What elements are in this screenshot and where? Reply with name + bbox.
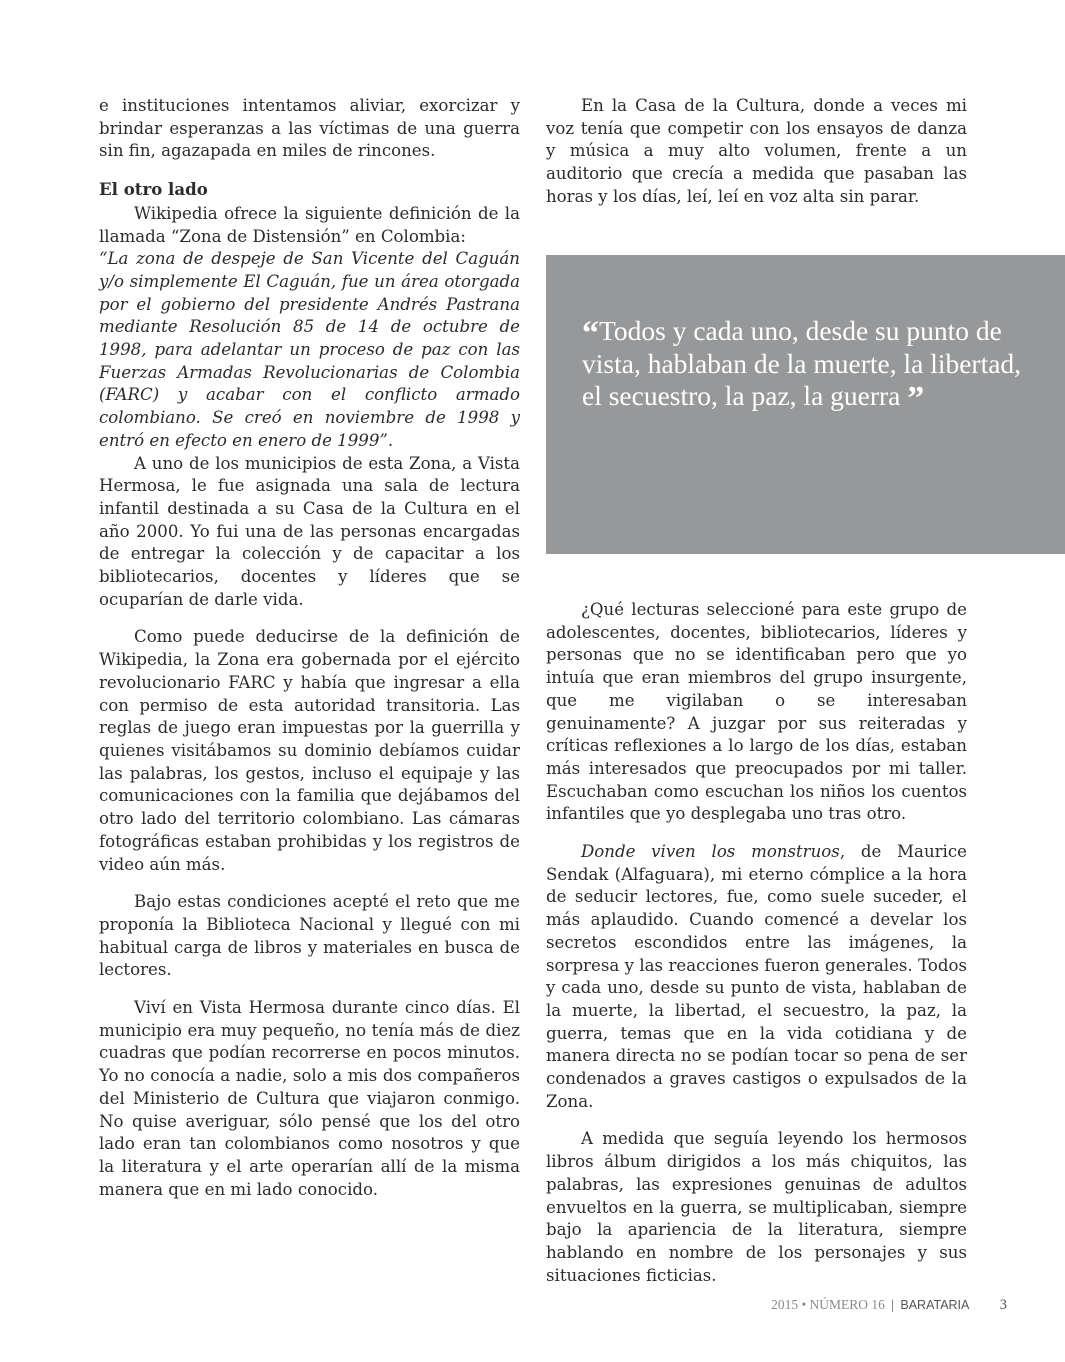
paragraph: ¿Qué lecturas seleccioné para este grupo de adolescentes, docentes, bibliotecarios, líderes y personas que no se identificaban pero que yo intuía que eran miembros del grupo insurgente, que me vigilaban o se interesaban genuinamente? A juzgar por sus reiteradas y críticas reflexiones a lo largo de los días, estaban más interesados que preocupados por mi taller. Escuchaban como escuchan los niños los cuentos infantiles que yo desplegaba uno tras otro. <box>546 600 967 824</box>
pull-quote-box <box>546 255 1065 554</box>
paragraph: e instituciones intentamos aliviar, exorcizar y brindar esperanzas a las víctimas de una guerra sin fin, agazapada en miles de rincones. <box>99 96 520 161</box>
pull-quote-text <box>582 315 1022 417</box>
paragraph: Bajo estas condiciones acepté el reto que me proponía la Biblioteca Nacional y llegué con mi habitual carga de libros y materiales en busca de lectores. <box>99 892 520 980</box>
book-title: Donde viven los monstruos <box>581 842 840 862</box>
paragraph: Viví en Vista Hermosa durante cinco días. El municipio era muy pequeño, no tenía más de diez cuadras que podían recorrerse en pocos minutos. Yo no conocía a nadie, solo a mis dos compañeros del Ministerio de Cultura que viajaron conmigo. No quise averiguar, sólo pensé que los del otro lado eran tan colombianos como nosotros y que la literatura y el arte operarían allí de la misma manera que en mi lado conocido. <box>99 998 520 1199</box>
page-number: 3 <box>999 1297 1007 1313</box>
paragraph: Como puede deducirse de la definición de Wikipedia, la Zona era gobernada por el ejército revolucionario FARC y había que ingresar a ella con permiso de esta autoridad transitoria. Las reglas de juego eran impuestas por la guerrilla y quienes visitábamos su dominio debíamos cuidar las palabras, los gestos, incluso el equipaje y las comunicaciones con la familia que dejábamos del otro lado del territorio colombiano. Las cámaras fotográficas estaban prohibidas y los registros de video aún más. <box>99 627 520 874</box>
close-quote-mark: ” <box>907 380 925 417</box>
issue-label: 2015 • NÚMERO 16 <box>771 1297 885 1312</box>
open-quote-mark: “ <box>582 315 599 352</box>
right-column-bottom <box>546 599 967 1287</box>
page-footer <box>771 1297 1007 1314</box>
paragraph: En la Casa de la Cultura, donde a veces mi voz tenía que competir con los ensayos de danza y música a muy alto volumen, frente a un auditorio que crecía a medida que pasaban las horas y los días, leí, leí en voz alta sin parar. <box>546 96 967 206</box>
left-column <box>99 95 520 1201</box>
block-quote: “La zona de despeje de San Vicente del Caguán y/o simplemente El Caguán, fue un área otorgada por el gobierno del presidente Andrés Pastrana mediante Resolución 85 de 14 de octubre de 1998, para adelantar un proceso de paz con las Fuerzas Armadas Revolucionarias de Colombia (FARC) y acabar con el conflicto armado colombiano. Se creó en noviembre de 1998 y entró en efecto en enero de 1999”. <box>99 249 520 450</box>
section-heading: El otro lado <box>99 179 208 200</box>
magazine-name: BARATARIA <box>900 1298 970 1312</box>
pull-quote-body: Todos y cada uno, desde su punto de vista, hablaban de la muerte, la libertad, el secuestro, la paz, la guerra <box>582 315 1022 411</box>
paragraph: A medida que seguía leyendo los hermosos libros álbum dirigidos a los más chiquitos, las palabras, las expresiones genuinas de adultos envueltos en la guerra, se multiplicaban, siempre bajo la apariencia de la literatura, siempre hablando en nombre de los personajes y sus situaciones ficticias. <box>546 1129 967 1285</box>
paragraph-text: , de Maurice Sendak (Alfaguara), mi eterno cómplice a la hora de seducir lectores, fue, como suele suceder, el más aplaudido. Cuando comencé a develar los secretos escondidos entre las imágenes, la sorpresa y las reacciones fueron generales. Todos y cada uno, desde su punto de vista, hablaban de la muerte, la libertad, el secuestro, la paz, la guerra, temas que en la vida cotidiana y de manera directa no se podían tocar so pena de ser condenados a graves castigos o expulsados de la Zona. <box>546 842 967 1111</box>
paragraph <box>546 841 967 1113</box>
paragraph: A uno de los municipios de esta Zona, a Vista Hermosa, le fue asignada una sala de lectura infantil destinada a su Casa de la Cultura en el año 2000. Yo fui una de las personas encargadas de entregar la colección y de capacitar a los bibliotecarios, docentes y líderes que se ocuparían de darle vida. <box>99 453 520 609</box>
footer-separator: | <box>891 1297 894 1312</box>
paragraph: Wikipedia ofrece la siguiente definición de la llamada “Zona de Distensión” en Colombia: <box>99 203 520 246</box>
right-column-top <box>546 95 967 209</box>
